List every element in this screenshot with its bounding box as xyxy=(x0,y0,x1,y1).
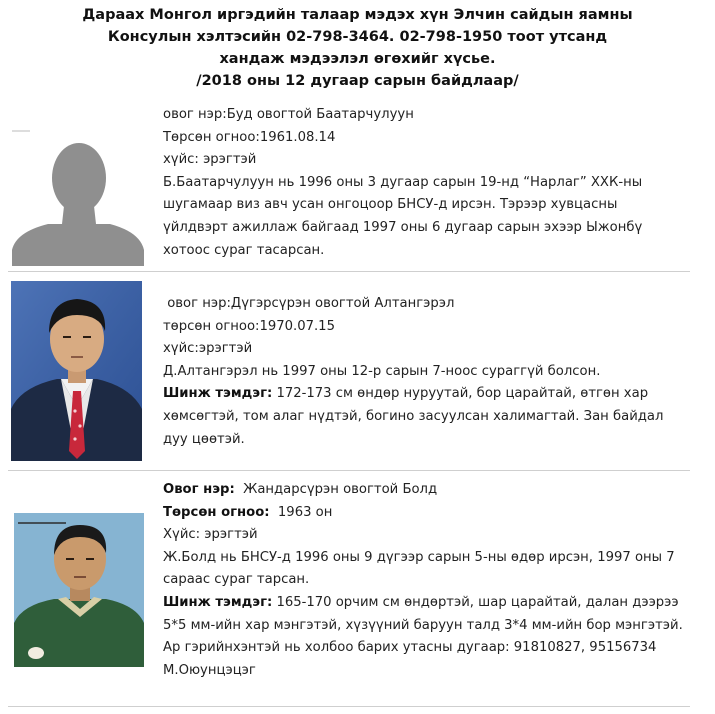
header-line-3: хандаж мэдээлэл өгөхийг хүсье. xyxy=(219,51,496,67)
person-3-name xyxy=(163,479,683,502)
person-2-gender: хүйс:эрэгтэй xyxy=(163,341,253,357)
person-2-name: овог нэр:Дүгэрсүрэн овогтой Алтангэрэл xyxy=(167,296,455,311)
person-3-name-label: Овог нэр: xyxy=(163,482,235,497)
person-3-features-text: 165-170 орчим см өндөртэй, шар царайтай, далан дээрээ 5*5 мм-ийн хар мэнгэтэй, хүзүүний баруун талд 3*4 мм-ийн бор мэнгэтэй. xyxy=(163,594,683,633)
silhouette-icon xyxy=(12,128,144,266)
person-3-features xyxy=(163,592,683,637)
person-2-features-text: 172-173 см өндөр нуруутай, бор царайтай, өтгөн хар хөмсөгтэй, том алаг нүдтэй, богино засуулсан халимагтай. Зан байдал дуу цөөтэй. xyxy=(163,386,664,447)
person-3-gender: Хүйс: эрэгтэй xyxy=(163,527,258,543)
person-3-contact-name: М.Оюунцэцэг xyxy=(163,662,256,678)
person-3-features-label: Шинж тэмдэг: xyxy=(163,594,273,610)
divider-2 xyxy=(8,470,690,471)
person-2-description: Д.Алтангэрэл нь 1997 оны 12-р сарын 7-ноос сураггүй болсон. xyxy=(163,363,601,379)
person-1-photo xyxy=(12,128,144,266)
portrait-man-suit-icon xyxy=(11,281,142,461)
person-3-info xyxy=(163,479,683,682)
person-1-description: Б.Баатарчулуун нь 1996 оны 3 дугаар сарын 19-нд “Нарлаг” ХХК-ны шугамаар виз авч усан онгоцоор БНСУ-д ирсэн. Тэрээр хувцасны үйлдвэрт ажиллаж байгаад 1997 оны 6 дугаар сарын эхээр Ыжонбү хотоос сураг тасарсан. xyxy=(163,174,643,258)
person-1-name: овог нэр:Буд овогтой Баатарчулуун xyxy=(163,107,414,122)
person-3-name-value: Жандарсүрэн овогтой Болд xyxy=(243,482,438,497)
portrait-man-sweater-icon xyxy=(14,513,144,667)
person-2-info xyxy=(163,293,683,451)
header-line-1: Дараах Монгол иргэдийн талаар мэдэх хүн Элчин сайдын яамны xyxy=(82,7,633,23)
person-3-description: Ж.Болд нь БНСУ-д 1996 оны 9 дүгээр сарын 5-ны өдөр ирсэн, 1997 оны 7 сараас сураг тарсан. xyxy=(163,549,675,588)
person-1-gender: хүйс: эрэгтэй xyxy=(163,152,257,168)
header-date-line: /2018 оны 12 дугаар сарын байдлаар/ xyxy=(196,73,519,89)
person-2-features xyxy=(163,383,683,451)
header-line-2: Консулын хэлтэсийн 02-798-3464. 02-798-1950 тоот утсанд xyxy=(107,29,608,45)
person-3-photo xyxy=(14,513,144,667)
person-2-birth: төрсөн огноо:1970.07.15 xyxy=(163,318,335,334)
person-3-birth-label: Төрсөн огноо: xyxy=(163,504,270,520)
person-1-info xyxy=(163,104,683,262)
divider-3 xyxy=(8,706,690,707)
person-1-birth: Төрсөн огноо:1961.08.14 xyxy=(163,129,336,145)
person-3-contact: Ар гэрийнхэнтэй нь холбоо барих утасны дугаар: 91810827, 95156734 xyxy=(163,640,657,656)
person-3-birth xyxy=(163,502,683,525)
notice-header xyxy=(0,4,715,92)
person-2-features-label: Шинж тэмдэг: xyxy=(163,386,273,402)
person-3-birth-value: 1963 он xyxy=(277,504,333,520)
person-2-photo xyxy=(11,281,142,461)
divider-1 xyxy=(8,271,690,272)
